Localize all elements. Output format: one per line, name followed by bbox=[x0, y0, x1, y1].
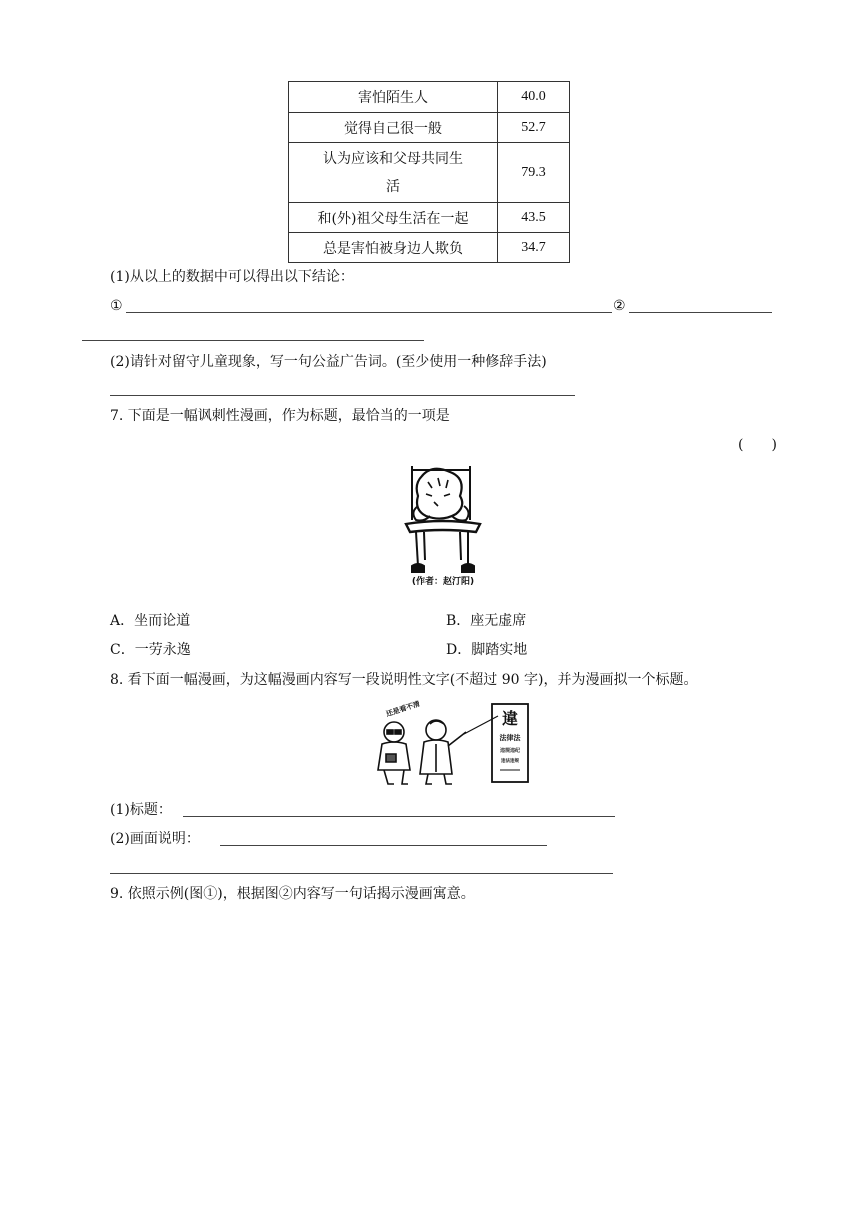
q7-option-a[interactable]: A．坐而论道 bbox=[110, 613, 191, 629]
q6-answer-line-2[interactable] bbox=[629, 312, 772, 313]
q7-option-c[interactable]: C．一劳永逸 bbox=[110, 642, 191, 658]
survey-table bbox=[288, 81, 570, 263]
q8-stem: 8. 看下面一幅漫画，为这幅漫画内容写一段说明性文字(不超过 90 字)，并为漫画拟一个标题。 bbox=[110, 672, 698, 688]
q6-mark1: ① bbox=[110, 298, 123, 314]
cartoon-eye-exam bbox=[364, 700, 532, 790]
chart-row-2: 违规违纪 bbox=[499, 748, 521, 754]
q7-stem: 7. 下面是一幅讽刺性漫画，作为标题，最恰当的一项是 bbox=[110, 408, 450, 424]
q6-answer-line-2b[interactable] bbox=[82, 340, 424, 341]
q6-answer-line-3[interactable] bbox=[110, 395, 575, 396]
row-value: 52.7 bbox=[498, 113, 570, 143]
q9-stem: 9. 依照示例(图①)，根据图②内容写一句话揭示漫画寓意。 bbox=[110, 886, 475, 902]
chart-row-1: 法律法 bbox=[499, 734, 521, 742]
q6-answer-line-1[interactable] bbox=[126, 312, 612, 313]
q8-desc-answer-line-2[interactable] bbox=[110, 873, 613, 874]
chart-row-3: 违法违规 bbox=[501, 759, 519, 764]
row-label: 和(外)祖父母生活在一起 bbox=[289, 203, 498, 233]
chart-big-glyph: 違 bbox=[501, 709, 519, 728]
table-row bbox=[289, 233, 570, 263]
row-label: 总是害怕被身边人欺负 bbox=[289, 233, 498, 263]
q7-option-d[interactable]: D．脚踏实地 bbox=[446, 642, 528, 658]
row-label: 害怕陌生人 bbox=[289, 82, 498, 113]
row-value: 43.5 bbox=[498, 203, 570, 233]
row-label-line1: 认为应该和父母共同生 bbox=[323, 150, 463, 167]
row-label-line2: 活 bbox=[386, 178, 400, 195]
q8-title-label: (1)标题： bbox=[110, 802, 172, 818]
q6-mark2: ② bbox=[613, 298, 626, 314]
q6-sub2: (2)请针对留守儿童现象，写一句公益广告词。(至少使用一种修辞手法) bbox=[110, 354, 547, 370]
row-label bbox=[289, 143, 498, 203]
table-row bbox=[289, 203, 570, 233]
table-row bbox=[289, 113, 570, 143]
cartoon-caption: (作者：赵汀阳) bbox=[411, 577, 475, 586]
table-row bbox=[289, 143, 570, 203]
q7-option-b[interactable]: B．座无虚席 bbox=[446, 613, 527, 629]
table-row bbox=[289, 82, 570, 113]
speech-bubble-text: 还是看不清 bbox=[385, 700, 421, 719]
q8-desc-answer-line-1[interactable] bbox=[220, 845, 547, 846]
q8-desc-label: (2)画面说明： bbox=[110, 831, 200, 847]
q6-sub1: (1)从以上的数据中可以得出以下结论： bbox=[110, 269, 354, 285]
row-value: 79.3 bbox=[498, 143, 570, 203]
row-value: 40.0 bbox=[498, 82, 570, 113]
row-value: 34.7 bbox=[498, 233, 570, 263]
row-label: 觉得自己很一般 bbox=[289, 113, 498, 143]
cartoon-sitting-figure bbox=[398, 462, 488, 586]
q7-answer-bracket[interactable]: ( ) bbox=[738, 437, 777, 453]
q8-title-answer-line[interactable] bbox=[183, 816, 615, 817]
